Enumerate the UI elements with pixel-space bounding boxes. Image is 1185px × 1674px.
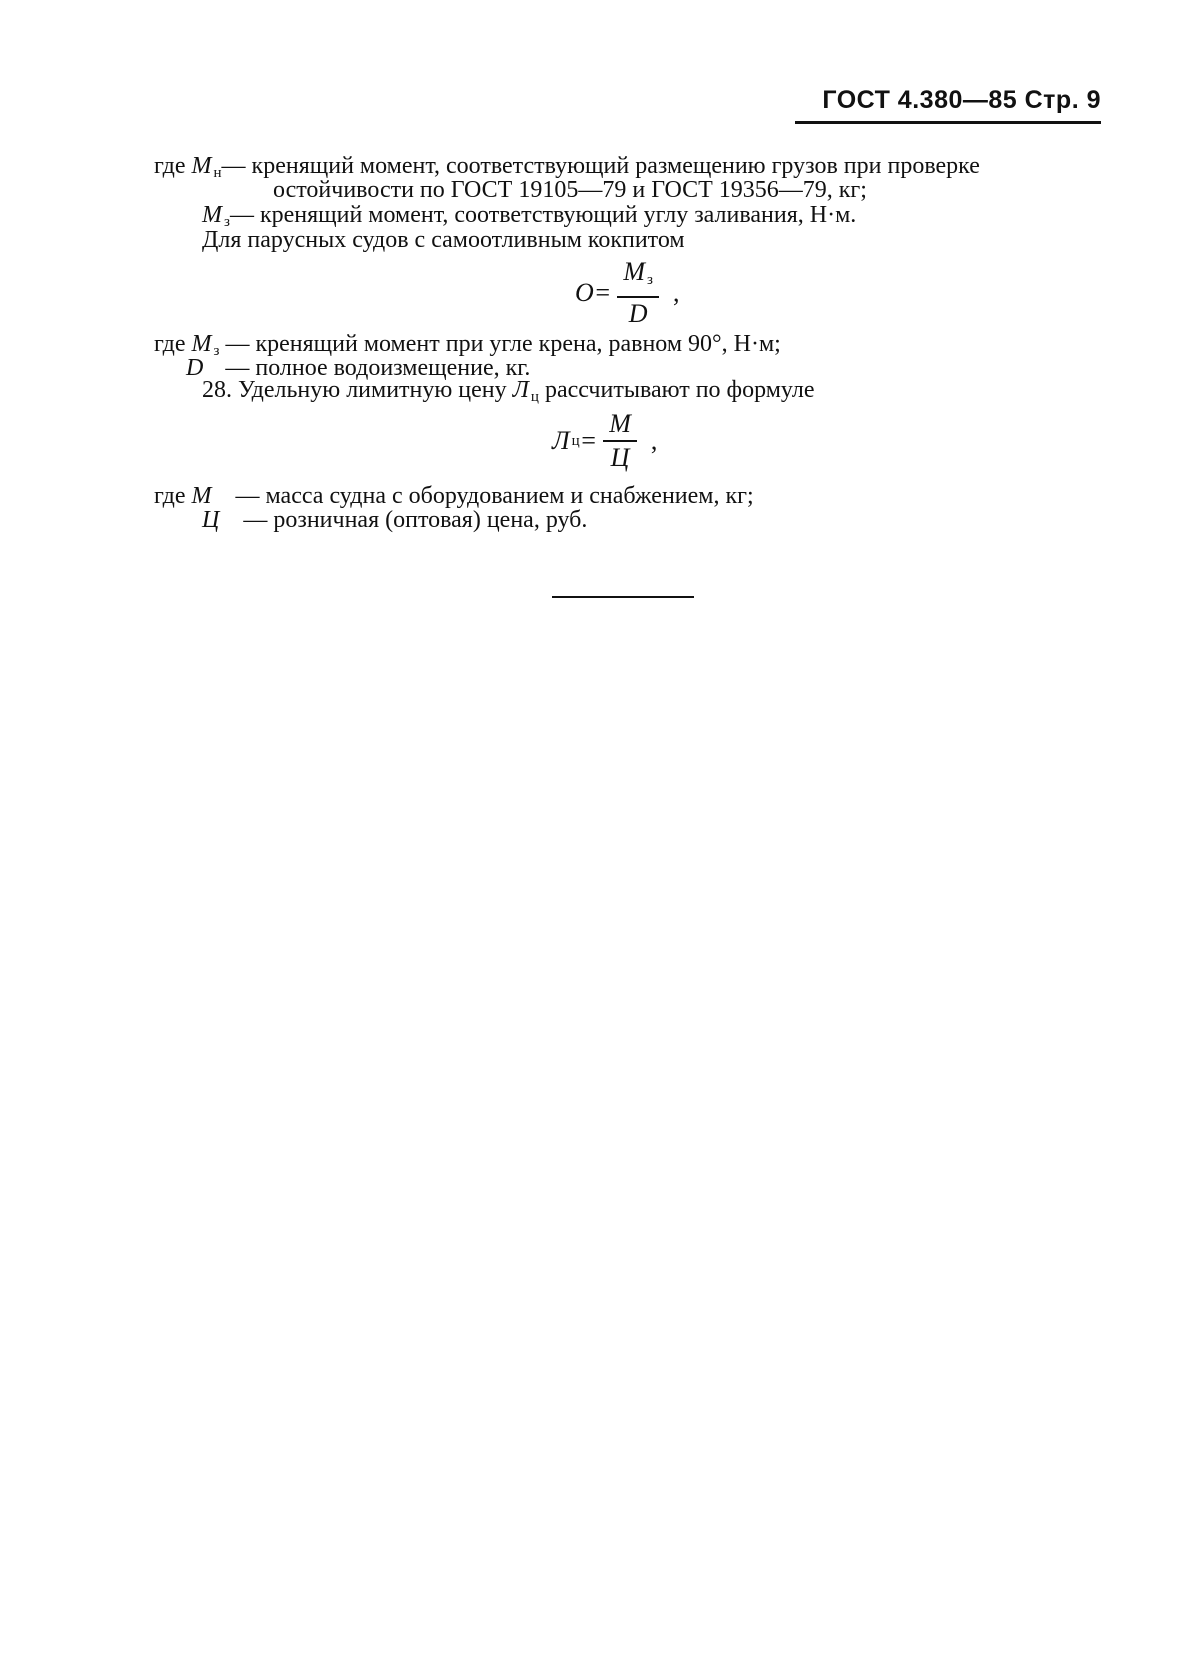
clause-28 [202, 376, 815, 411]
formula-equals: = [579, 426, 598, 455]
fraction-numerator [617, 258, 659, 298]
symbol-d: D [186, 355, 204, 381]
clause-text-2: рассчитывают по формуле [544, 377, 815, 403]
definition-text: — кренящий момент, соответствующий углу заливания, Н·м. [229, 202, 857, 228]
where-word: где [154, 153, 186, 179]
symbol-subscript: ц [530, 389, 539, 405]
formula-equals: = [593, 278, 612, 307]
clause-text: 28. Удельную лимитную цену [202, 377, 507, 403]
symbol-subscript: н [213, 165, 222, 181]
fraction-numerator: М [603, 410, 637, 442]
fraction-denominator: Ц [610, 443, 630, 472]
symbol-m: М [202, 202, 222, 228]
end-rule [552, 596, 694, 598]
definition-text: — розничная (оптовая) цена, руб. [243, 507, 588, 533]
symbol-m: М [191, 153, 212, 179]
paragraph-text: Для парусных судов с самоотливным кокпитом [202, 227, 685, 253]
page-header: ГОСТ 4.380—85 Стр. 9 [822, 86, 1101, 114]
where-word: где [154, 331, 186, 357]
symbol-m: М [191, 483, 212, 509]
definition-text: — кренящий момент при угле крена, равном 90°, Н·м; [225, 331, 781, 357]
numerator-subscript: з [647, 272, 653, 288]
definition-text: — кренящий момент, соответствующий размещению грузов при проверке [221, 153, 980, 179]
definition-line-9 [202, 506, 587, 534]
symbol-subscript: з [213, 343, 220, 359]
numerator-symbol: М [623, 257, 645, 286]
fraction-denominator: D [628, 299, 648, 328]
definition-text: — полное водоизмещение, кг. [225, 355, 531, 381]
symbol-subscript: з [224, 214, 230, 230]
formula-lhs: Л [552, 426, 570, 455]
header-rule [795, 121, 1101, 124]
formula-comma: , [650, 426, 658, 455]
paragraph-line [202, 226, 685, 254]
definition-line-2 [273, 176, 867, 204]
formula-fraction [617, 258, 659, 328]
definition-text: — масса судна с оборудованием и снабжением, кг; [235, 483, 754, 509]
formula-lhs-subscript: ц [571, 432, 580, 449]
symbol-m: М [191, 331, 212, 357]
symbol-l: Л [512, 377, 529, 403]
formula-unit-price [552, 410, 657, 472]
formula-lhs: О [575, 278, 594, 307]
definition-text: остойчивости по ГОСТ 19105—79 и ГОСТ 19356—79, кг; [273, 177, 867, 203]
formula-comma: , [672, 278, 680, 307]
where-word: где [154, 483, 186, 509]
formula-fraction [603, 410, 637, 472]
formula-stability [575, 258, 679, 328]
symbol-ts: Ц [202, 507, 220, 533]
